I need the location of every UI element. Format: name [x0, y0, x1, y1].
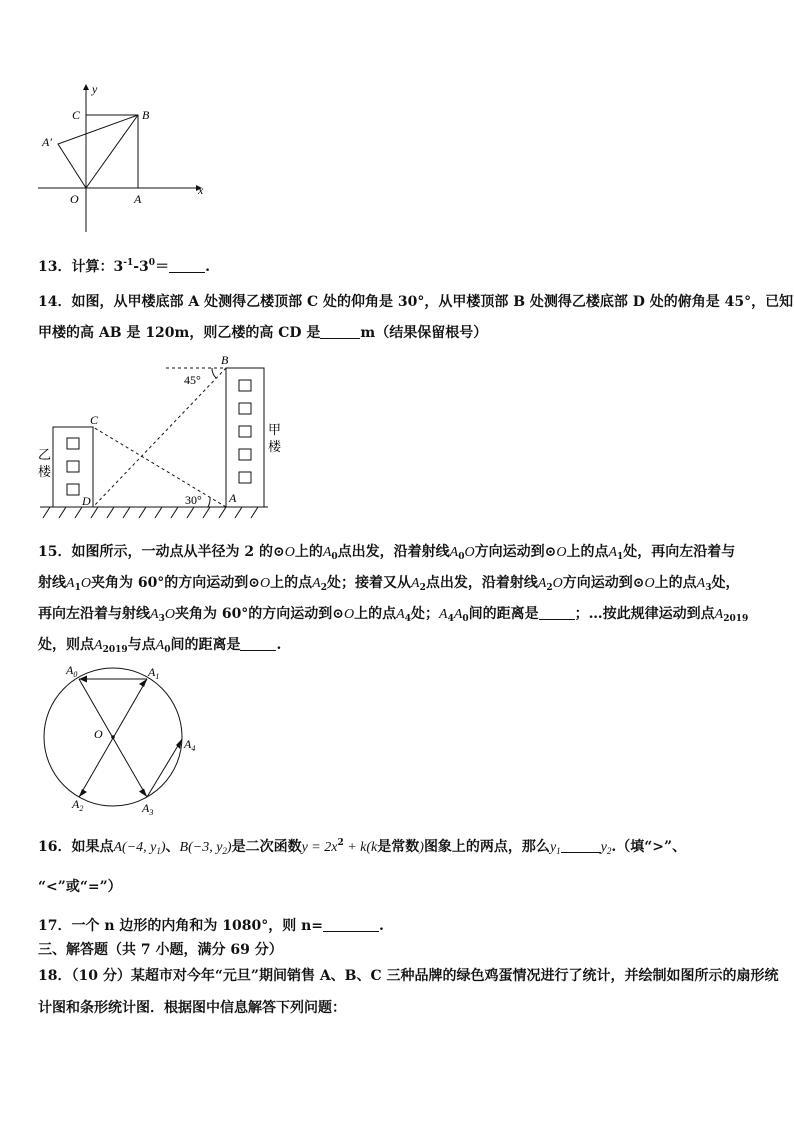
- question-15-line-3: 再向左沿着与射线$A_3O$夹角为 60°的方向运动到⊙O上的点$A_4$处；$A_4A_0$间的距离是 ；…按此规律运动到点$A_{2019}$: [38, 606, 749, 624]
- label-A0: $A_0$: [66, 663, 78, 679]
- label-C: C: [90, 413, 99, 427]
- label-A4: $A_4$: [184, 737, 196, 753]
- building-yi-label-1: 乙: [38, 448, 52, 463]
- question-16-line-2: “<”或“=”）: [38, 879, 122, 895]
- label-O: O: [70, 192, 79, 206]
- building-jia-label-2: 楼: [268, 440, 282, 455]
- angle-30-label: 30°: [185, 493, 202, 507]
- y-arrow-head: [83, 84, 89, 90]
- question-15-line-1: 15．如图所示，一动点从半径为 2 的⊙O上的$A_0$点出发，沿着射线$A_0O$方向运动到⊙O上的点$A_1$处，再向左沿着与: [38, 544, 736, 562]
- ground-hatching: [43, 507, 258, 518]
- label-A-prime: A′: [42, 135, 52, 149]
- answer-blank[interactable]: [323, 919, 379, 932]
- label-O: O: [94, 727, 103, 741]
- buildings-figure: [36, 352, 282, 524]
- label-B: B: [221, 353, 229, 367]
- question-15-line-2: 射线$A_1O$夹角为 60°的方向运动到⊙O上的点$A_2$处；接着又从$A_2$点出发，沿着射线$A_2O$方向运动到⊙O上的点$A_3$处，: [38, 575, 740, 593]
- question-18-line-1: 18．（10 分）某超市对今年“元旦”期间销售 A、B、C 三种品牌的绿色鸡蛋情况进行了统计，并绘制如图所示的扇形统: [38, 968, 779, 984]
- question-18-line-2: 计图和条形统计图．根据图中信息解答下列问题：: [38, 1000, 346, 1016]
- building-yi-label-2: 楼: [38, 465, 52, 480]
- label-D: D: [82, 494, 91, 508]
- answer-blank-2[interactable]: [240, 638, 276, 651]
- question-14-line-1: 14．如图，从甲楼底部 A 处测得乙楼顶部 C 处的仰角是 30°，从甲楼顶部 B 处测得乙楼底部 D 处的俯角是 45°，已知: [38, 294, 794, 310]
- sightline-A-to-C: [93, 427, 226, 507]
- question-17: 17．一个 n 边形的内角和为 1080°，则 n= .: [38, 918, 384, 934]
- label-A3: $A_3$: [142, 801, 154, 817]
- section-heading: 三、解答题（共 7 小题，满分 69 分）: [38, 942, 283, 958]
- label-A: A: [134, 192, 142, 206]
- sightline-B-to-D: [93, 368, 226, 507]
- label-A1: $A_1$: [148, 665, 160, 681]
- question-14-line-2: 甲楼的高 AB 是 120m，则乙楼的高 CD 是 m（结果保留根号）: [38, 325, 488, 341]
- angle-45-label: 45°: [184, 373, 201, 387]
- answer-blank-1[interactable]: [539, 607, 575, 620]
- question-16-line-1: 16．如果点A(−4, $y_1$)、B(−3, $y_2$)是二次函数$y = 2x^2 + k(k$是常数)图象上的两点，那么$y_1$ $y_2$.（填“>”、: [38, 838, 687, 856]
- question-13: 13．计算：$3^{-1}-3^0=$ .: [38, 258, 210, 275]
- circle-figure: [36, 660, 206, 820]
- rotated-triangle: [58, 115, 138, 188]
- answer-blank[interactable]: [320, 326, 360, 339]
- segment-OB: [86, 115, 138, 188]
- label-C: C: [72, 108, 81, 122]
- building-jia-label-1: 甲: [268, 423, 282, 438]
- label-A2: $A_2$: [72, 797, 84, 813]
- label-B: B: [142, 108, 150, 122]
- coordinate-figure: [36, 80, 216, 240]
- label-x: x: [198, 183, 204, 197]
- answer-blank[interactable]: [169, 260, 205, 273]
- answer-blank[interactable]: [561, 840, 601, 853]
- label-A: A: [229, 491, 237, 505]
- label-y: y: [92, 82, 98, 96]
- question-15-line-4: 处，则点$A_{2019}$与点$A_0$间的距离是 .: [38, 637, 282, 655]
